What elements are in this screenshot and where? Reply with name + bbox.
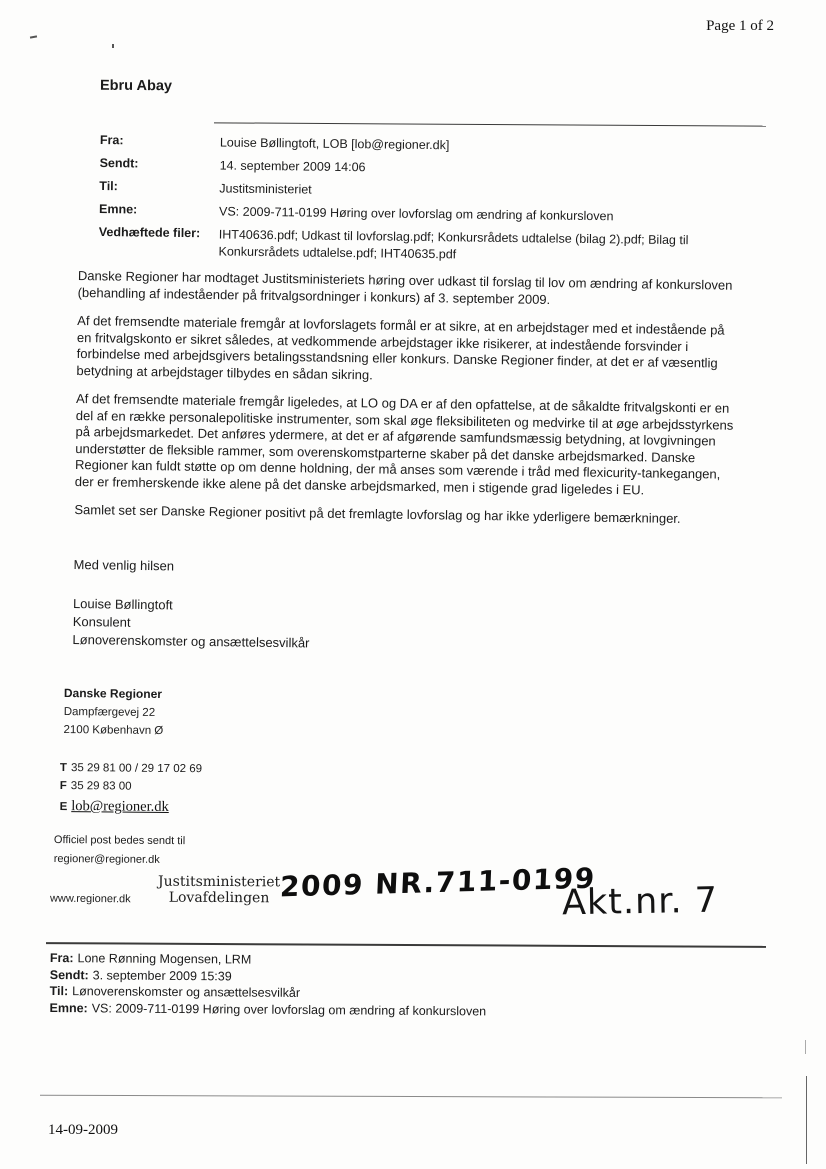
header-label: Sendt: <box>99 155 139 171</box>
header-label: Emne: <box>98 201 138 217</box>
header-label: Fra: <box>99 133 124 148</box>
scan-artifact <box>112 44 114 48</box>
official-post-address: regioner@regioner.dk <box>53 852 160 866</box>
header-value: VS: 2009-711-0199 Høring over lovforslag om ændring af konkursloven <box>218 204 614 224</box>
org-address-line: Dampfærgevej 22 <box>63 705 156 719</box>
contact-block <box>59 762 202 822</box>
forwarded-value: 3. september 2009 15:39 <box>92 967 232 983</box>
header-label: Vedhæftede filer: <box>98 224 201 241</box>
email-body <box>72 268 740 659</box>
header-row-sendt <box>100 156 768 181</box>
stamp-line-2: Lovafdelingen <box>168 889 270 907</box>
phone-value: 35 29 81 00 / 29 17 02 69 <box>70 762 203 776</box>
email-link: lob@regioner.dk <box>71 798 169 815</box>
forwarded-label: Sendt: <box>49 967 89 982</box>
closing-line: Med venlig hilsen <box>73 556 175 573</box>
header-divider <box>214 122 766 127</box>
forwarded-value: VS: 2009-711-0199 Høring over lovforslag om ændring af konkursloven <box>91 1000 487 1018</box>
signature-department: Lønoverenskomster og ansættelsesvilkår <box>72 631 310 651</box>
forwarded-value: Lone Rønning Mogensen, LRM <box>77 951 252 967</box>
forwarded-header-block <box>49 950 749 1021</box>
footer-date: 14-09-2009 <box>48 1122 118 1138</box>
email-header-block <box>98 133 768 273</box>
email-line <box>60 798 202 816</box>
signature-name: Louise Bøllingtoft <box>72 595 173 613</box>
official-post-note <box>54 834 186 873</box>
handwritten-case-number: 2009 NR.711-0199 <box>279 861 597 904</box>
official-post-line: Officiel post bedes sendt til <box>53 834 186 848</box>
org-address-line: 2100 København Ø <box>63 723 164 738</box>
header-row-attachments <box>98 225 766 267</box>
forwarded-value: Lønoverenskomster og ansættelsesvilkår <box>72 984 301 1000</box>
scan-artifact <box>805 1040 806 1054</box>
forwarded-label: Fra: <box>49 950 74 966</box>
org-name: Danske Regioner <box>63 686 163 702</box>
body-paragraph: Af det fremsendte materiale fremgår ligeledes, at LO og DA er af den opfattelse, at de såkaldte fritvalgskonti er en del af en række personalepolitiske instrumenter, som skal øge fleksibiliteten og medvirke til at øge arbejdsstyrkens på arbejdsmarkedet. Det anføres ydermere, at det er af afgørende samfundsmæssig betydning, at lovgivningen understøtter de fleksible rammer, som overenskomstparterne skaber på det danske arbejdsmarked. Danske Regioner kan fuldt støtte op om denne holdning, der må anses som værende i tråd med flexicurity-tankegangen, der er fremherskende ikke alene på det danske arbejdsmarked, men i stigende grad ligeledes i EU. <box>74 390 734 497</box>
forwarded-label: Emne: <box>49 1000 88 1015</box>
header-row-fra <box>100 133 768 158</box>
fax-value: 35 29 83 00 <box>70 780 132 793</box>
email-label: E <box>59 800 68 814</box>
phone-label: T <box>59 762 68 775</box>
scan-artifact <box>30 35 37 38</box>
signature-title: Konsulent <box>72 613 131 630</box>
ministry-stamp <box>158 874 280 907</box>
fax-label: F <box>59 779 67 793</box>
body-paragraph: Af det fremsendte materiale fremgår at lovforslagets formål er at sikre, at en arbejdstager med et indestående på en fritvalgskonto er sikret således, at vedkommende arbejdstager ikke risikerer, at indestående forsvinder i forbindelse med arbejdsgivers betalingsstandsning eller konkurs. Danske Regioner finder, at det er af væsentlig betydning at arbejdstager tilbydes en sådan sikring. <box>76 312 725 382</box>
phone-line <box>60 762 202 775</box>
fax-line <box>60 780 202 793</box>
stamp-line-1: Justitsministeriet <box>158 873 281 891</box>
header-value: 14. september 2009 14:06 <box>219 158 366 175</box>
forwarded-divider <box>46 942 766 947</box>
page-number: Page 1 of 2 <box>706 18 774 34</box>
org-block <box>63 686 163 737</box>
body-paragraph: Samlet set ser Danske Regioner positivt på det fremlagte lovforslag og har ikke yderligere bemærkninger. <box>74 501 681 526</box>
header-row-emne <box>99 202 767 227</box>
recipient-name: Ebru Abay <box>99 77 173 95</box>
header-value: Louise Bøllingtoft, LOB [lob@regioner.dk] <box>219 135 450 153</box>
header-row-til <box>99 179 767 204</box>
forwarded-label: Til: <box>49 983 69 999</box>
header-label: Til: <box>99 178 118 194</box>
body-paragraph: Danske Regioner har modtaget Justitsministeriets høring over udkast til forslag til lov om ændring af konkursloven (behandling af indeståender på fritvalgsordninger i konkurs) af 3. september 2009. <box>77 268 733 307</box>
signature-block <box>72 595 735 659</box>
scan-artifact <box>806 1076 807 1164</box>
handwritten-akt-number: Akt.nr. 7 <box>561 880 719 924</box>
website: www.regioner.dk <box>49 892 131 906</box>
footer-divider <box>40 1095 782 1099</box>
header-value: Justitsministeriet <box>219 181 312 197</box>
attachment-list: IHT40636.pdf; Udkast til lovforslag.pdf; Konkursrådets udtalelse (bilag 2).pdf; Bilag til Konkursrådets udtalelse.pdf; IHT40635.pdf <box>218 227 689 262</box>
